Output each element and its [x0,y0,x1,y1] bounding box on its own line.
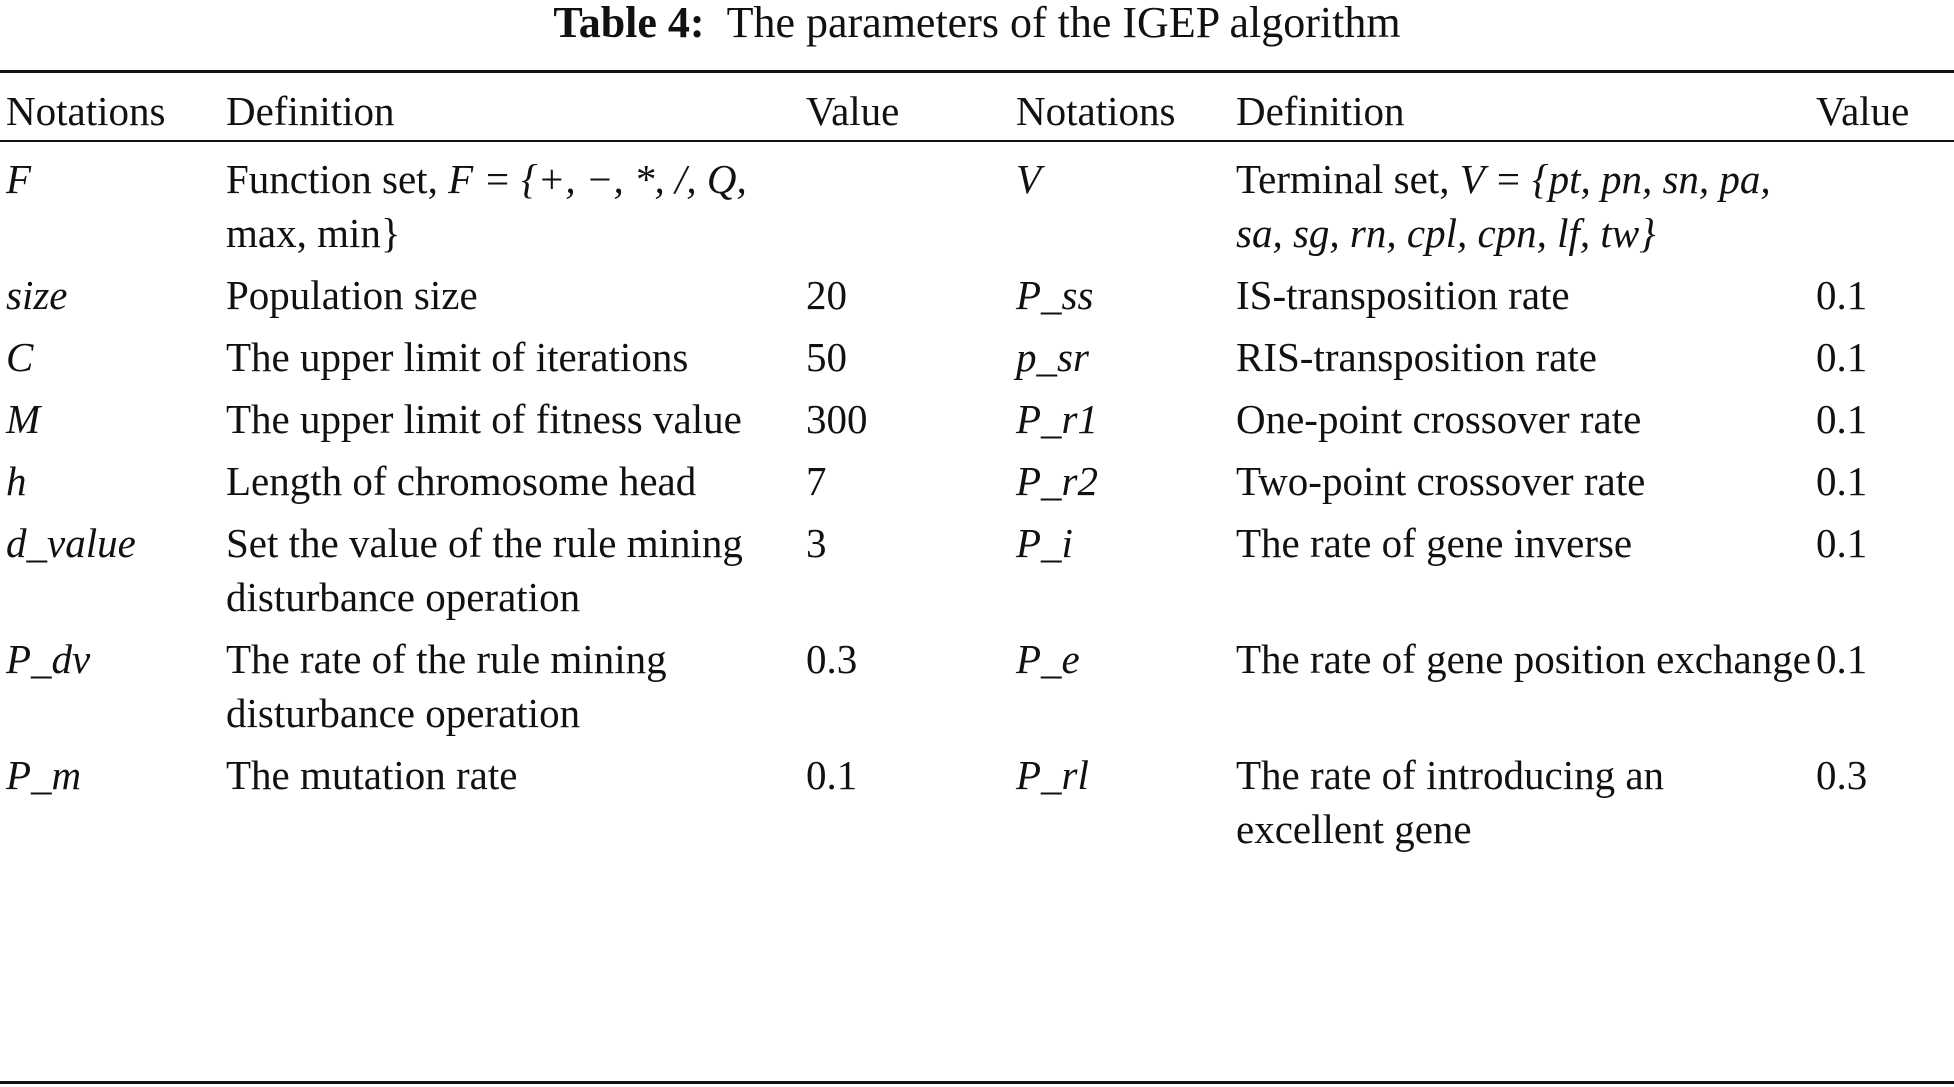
notation-cell: P_dv [6,636,91,682]
definition-cell: One-point crossover rate [1236,396,1642,442]
notation-cell: P_rl [1016,752,1089,798]
table-row [6,392,1950,454]
notation-cell: P_r2 [1016,458,1098,504]
notation-cell: h [6,458,27,504]
caption-title: The parameters of the IGEP algorithm [726,0,1401,47]
table-row [6,148,1950,268]
header-definition-left: Definition [226,88,395,134]
top-rule [0,70,1954,73]
value-cell: 300 [806,396,868,442]
definition-text: max, min} [226,210,401,256]
header-notations-right: Notations [1016,88,1176,134]
table-row [6,516,1950,632]
notation-cell: C [6,334,34,380]
header-value-left: Value [806,88,900,134]
value-cell: 7 [806,458,827,504]
function-set: F = {+, −, *, /, Q, [448,156,747,202]
value-cell: 0.3 [1816,752,1868,798]
notation-cell: F [6,156,32,202]
table-row [6,268,1950,330]
definition-cell: The upper limit of fitness value [226,396,742,442]
table-row [6,330,1950,392]
notation-cell: P_m [6,752,82,798]
definition-cell [226,148,806,268]
value-cell: 50 [806,334,847,380]
definition-cell: The rate of gene position exchange [1236,636,1811,682]
value-cell: 0.1 [1816,272,1868,318]
value-cell [806,148,1016,268]
notation-cell: p_sr [1016,334,1089,380]
value-cell [1816,148,1950,268]
table-row [6,632,1950,748]
notation-cell: P_i [1016,520,1073,566]
header-row [6,78,1950,148]
notation-cell: P_e [1016,636,1080,682]
notation-cell: d_value [6,520,136,566]
value-cell: 0.1 [806,752,858,798]
definition-cell: The upper limit of iterations [226,334,689,380]
header-definition-right: Definition [1236,88,1405,134]
definition-cell: Population size [226,272,478,318]
definition-cell: The rate of the rule mining disturbance operation [226,636,667,736]
definition-cell: The mutation rate [226,752,518,798]
value-cell: 3 [806,520,827,566]
value-cell: 0.1 [1816,458,1868,504]
definition-cell: Two-point crossover rate [1236,458,1646,504]
notation-cell: P_r1 [1016,396,1098,442]
definition-cell: Set the value of the rule mining disturbance operation [226,520,743,620]
header-value-right: Value [1816,88,1910,134]
table-row [6,748,1950,864]
value-cell: 0.1 [1816,636,1868,682]
value-cell: 0.1 [1816,520,1868,566]
caption-label: Table 4: [553,0,705,47]
definition-cell: The rate of gene inverse [1236,520,1633,566]
table-row [6,454,1950,516]
definition-text: Terminal set, [1236,156,1460,202]
notation-cell: M [6,396,41,442]
terminal-set: V = {pt, pn, sn, pa, sa, sg, rn, cpl, cpn, lf, tw} [1236,156,1771,256]
table-caption [0,0,1954,46]
definition-cell: IS-transposition rate [1236,272,1570,318]
value-cell: 0.1 [1816,334,1868,380]
value-cell: 0.1 [1816,396,1868,442]
definition-cell: The rate of introducing an excellent gene [1236,752,1665,852]
notation-cell: V [1016,156,1042,202]
bottom-rule [0,1081,1954,1084]
notation-cell: size [6,272,68,318]
definition-cell: RIS-transposition rate [1236,334,1597,380]
definition-cell: Length of chromosome head [226,458,697,504]
value-cell: 0.3 [806,636,858,682]
definition-text: Function set, [226,156,449,202]
definition-cell [1236,148,1816,268]
header-notations-left: Notations [6,88,166,134]
parameters-table [6,78,1950,864]
value-cell: 20 [806,272,847,318]
notation-cell: P_ss [1016,272,1094,318]
